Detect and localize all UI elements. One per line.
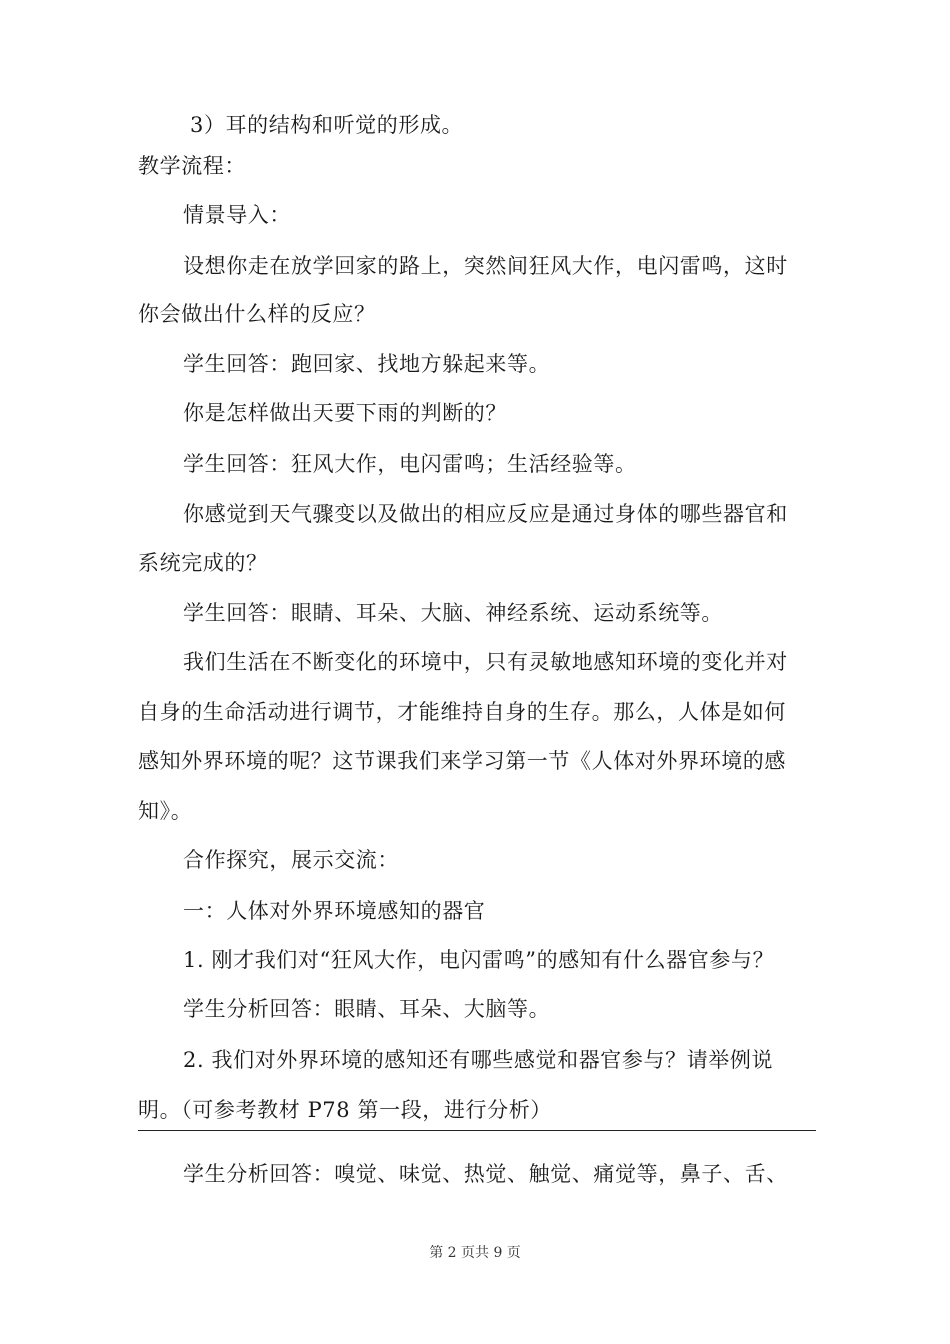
line-19: 学生分析回答：眼睛、耳朵、大脑等。: [183, 997, 551, 1021]
line-4: 设想你走在放学回家的路上，突然间狂风大作，电闪雷鸣，这时: [183, 254, 788, 278]
line-16: 合作探究，展示交流：: [183, 848, 399, 872]
line-10: 系统完成的？: [138, 551, 268, 575]
line-22: 学生分析回答：嗅觉、味觉、热觉、触觉、痛觉等，鼻子、舌、: [183, 1162, 788, 1186]
line-15: 知》。: [138, 799, 193, 823]
line-17: 一：人体对外界环境感知的器官: [183, 899, 486, 923]
page-footer: 第 2 页共 9 页: [429, 1245, 521, 1261]
line-9: 你感觉到天气骤变以及做出的相应反应是通过身体的哪些器官和: [183, 502, 788, 526]
line-14: 感知外界环境的呢？这节课我们来学习第一节《人体对外界环境的感: [138, 749, 786, 773]
line-20: 2. 我们对外界环境的感知还有哪些感觉和器官参与？请举例说: [183, 1048, 774, 1072]
line-7: 你是怎样做出天要下雨的判断的？: [183, 401, 507, 425]
line-3: 情景导入：: [183, 203, 291, 227]
line-6: 学生回答：跑回家、找地方躲起来等。: [183, 352, 551, 376]
line-8: 学生回答：狂风大作，电闪雷鸣；生活经验等。: [183, 452, 637, 476]
line-12: 我们生活在不断变化的环境中，只有灵敏地感知环境的变化并对: [183, 650, 788, 674]
line-2: 教学流程：: [138, 154, 246, 178]
line-1: 3）耳的结构和听觉的形成。: [190, 113, 464, 137]
line-18: 1. 刚才我们对“狂风大作，电闪雷鸣”的感知有什么器官参与？: [183, 948, 775, 972]
line-13: 自身的生命活动进行调节，才能维持自身的生存。那么，人体是如何: [138, 700, 786, 724]
line-21: 明。（可参考教材 P78 第一段，进行分析）: [138, 1098, 552, 1122]
line-5: 你会做出什么样的反应？: [138, 302, 376, 326]
page-divider: [138, 1130, 816, 1131]
line-11: 学生回答：眼睛、耳朵、大脑、神经系统、运动系统等。: [183, 601, 723, 625]
